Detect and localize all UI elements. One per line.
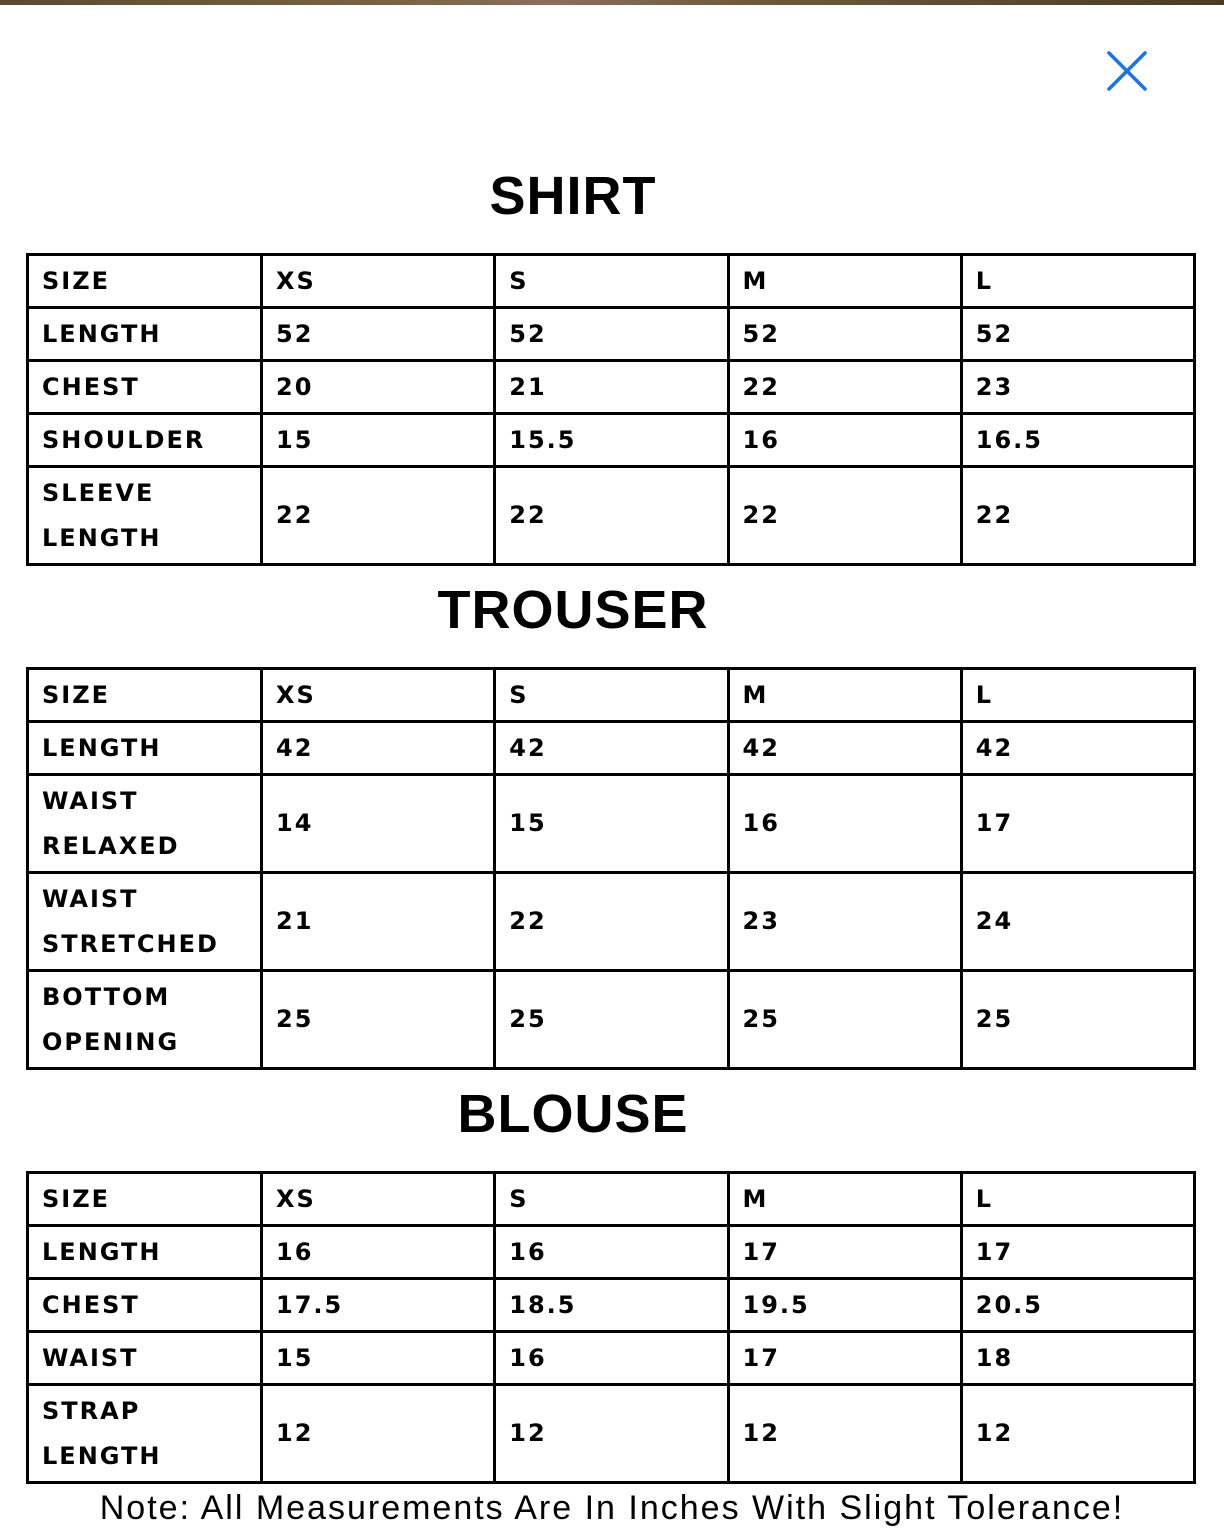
- table-row: [28, 971, 1195, 1069]
- table-cell: 15: [495, 775, 728, 873]
- table-cell: 25: [961, 971, 1194, 1069]
- header-cell: S: [495, 255, 728, 308]
- table-cell: 23: [961, 361, 1194, 414]
- table-cell: 18: [961, 1332, 1194, 1385]
- table-cell: 42: [262, 722, 495, 775]
- header-cell: SIZE: [28, 669, 262, 722]
- row-label: CHEST: [28, 361, 262, 414]
- blouse-size-table: [26, 1171, 1196, 1484]
- table-cell: 16: [728, 414, 961, 467]
- table-cell: 16: [495, 1226, 728, 1279]
- table-cell: 17: [961, 1226, 1194, 1279]
- header-cell: M: [728, 669, 961, 722]
- header-cell: XS: [262, 255, 495, 308]
- header-cell: SIZE: [28, 255, 262, 308]
- table-cell: 17.5: [262, 1279, 495, 1332]
- close-button[interactable]: [1104, 48, 1150, 94]
- table-cell: 22: [728, 467, 961, 565]
- table-row: [28, 1332, 1195, 1385]
- table-row: [28, 467, 1195, 565]
- table-cell: 21: [262, 873, 495, 971]
- table-cell: 23: [728, 873, 961, 971]
- table-cell: 22: [262, 467, 495, 565]
- table-cell: 22: [961, 467, 1194, 565]
- row-label: BOTTOM OPENING: [28, 971, 262, 1069]
- table-cell: 15: [262, 414, 495, 467]
- blouse-title: BLOUSE: [457, 1084, 689, 1144]
- table-cell: 16: [495, 1332, 728, 1385]
- header-cell: S: [495, 1173, 728, 1226]
- table-row: [28, 873, 1195, 971]
- header-cell: M: [728, 1173, 961, 1226]
- header-cell: XS: [262, 669, 495, 722]
- table-cell: 22: [728, 361, 961, 414]
- table-cell: 12: [961, 1385, 1194, 1483]
- table-cell: 52: [961, 308, 1194, 361]
- table-row: [28, 414, 1195, 467]
- table-cell: 22: [495, 467, 728, 565]
- table-row: [28, 361, 1195, 414]
- table-cell: 16: [728, 775, 961, 873]
- table-cell: 16.5: [961, 414, 1194, 467]
- table-cell: 52: [495, 308, 728, 361]
- table-row: [28, 1226, 1195, 1279]
- table-cell: 25: [262, 971, 495, 1069]
- table-cell: 20.5: [961, 1279, 1194, 1332]
- row-label: SLEEVE LENGTH: [28, 467, 262, 565]
- shirt-size-table: [26, 253, 1196, 566]
- table-cell: 25: [728, 971, 961, 1069]
- header-cell: S: [495, 669, 728, 722]
- table-cell: 52: [262, 308, 495, 361]
- table-cell: 17: [961, 775, 1194, 873]
- table-cell: 17: [728, 1332, 961, 1385]
- row-label: LENGTH: [28, 722, 262, 775]
- table-cell: 19.5: [728, 1279, 961, 1332]
- shirt-title: SHIRT: [489, 166, 657, 226]
- table-cell: 42: [961, 722, 1194, 775]
- table-cell: 20: [262, 361, 495, 414]
- row-label: WAIST: [28, 1332, 262, 1385]
- row-label: STRAP LENGTH: [28, 1385, 262, 1483]
- table-cell: 15: [262, 1332, 495, 1385]
- table-cell: 18.5: [495, 1279, 728, 1332]
- table-cell: 14: [262, 775, 495, 873]
- row-label: LENGTH: [28, 1226, 262, 1279]
- header-cell: M: [728, 255, 961, 308]
- header-cell: L: [961, 255, 1194, 308]
- table-cell: 12: [728, 1385, 961, 1483]
- measurement-note: Note: All Measurements Are In Inches With Slight Tolerance!: [99, 1489, 1125, 1527]
- row-label: SHOULDER: [28, 414, 262, 467]
- header-cell: SIZE: [28, 1173, 262, 1226]
- table-cell: 16: [262, 1226, 495, 1279]
- table-cell: 15.5: [495, 414, 728, 467]
- row-label: WAIST STRETCHED: [28, 873, 262, 971]
- table-cell: 52: [728, 308, 961, 361]
- table-header-row: [28, 1173, 1195, 1226]
- row-label: WAIST RELAXED: [28, 775, 262, 873]
- table-row: [28, 1385, 1195, 1483]
- table-row: [28, 308, 1195, 361]
- table-header-row: [28, 255, 1195, 308]
- table-cell: 22: [495, 873, 728, 971]
- table-row: [28, 1279, 1195, 1332]
- table-cell: 21: [495, 361, 728, 414]
- header-cell: L: [961, 1173, 1194, 1226]
- table-cell: 42: [728, 722, 961, 775]
- table-cell: 12: [262, 1385, 495, 1483]
- row-label: CHEST: [28, 1279, 262, 1332]
- close-icon: [1104, 48, 1150, 94]
- trouser-title: TROUSER: [437, 580, 709, 640]
- background-image-strip: [0, 0, 1224, 5]
- table-cell: 12: [495, 1385, 728, 1483]
- header-cell: L: [961, 669, 1194, 722]
- header-cell: XS: [262, 1173, 495, 1226]
- row-label: LENGTH: [28, 308, 262, 361]
- table-row: [28, 775, 1195, 873]
- table-cell: 17: [728, 1226, 961, 1279]
- table-cell: 25: [495, 971, 728, 1069]
- table-header-row: [28, 669, 1195, 722]
- table-row: [28, 722, 1195, 775]
- table-cell: 42: [495, 722, 728, 775]
- table-cell: 24: [961, 873, 1194, 971]
- trouser-size-table: [26, 667, 1196, 1070]
